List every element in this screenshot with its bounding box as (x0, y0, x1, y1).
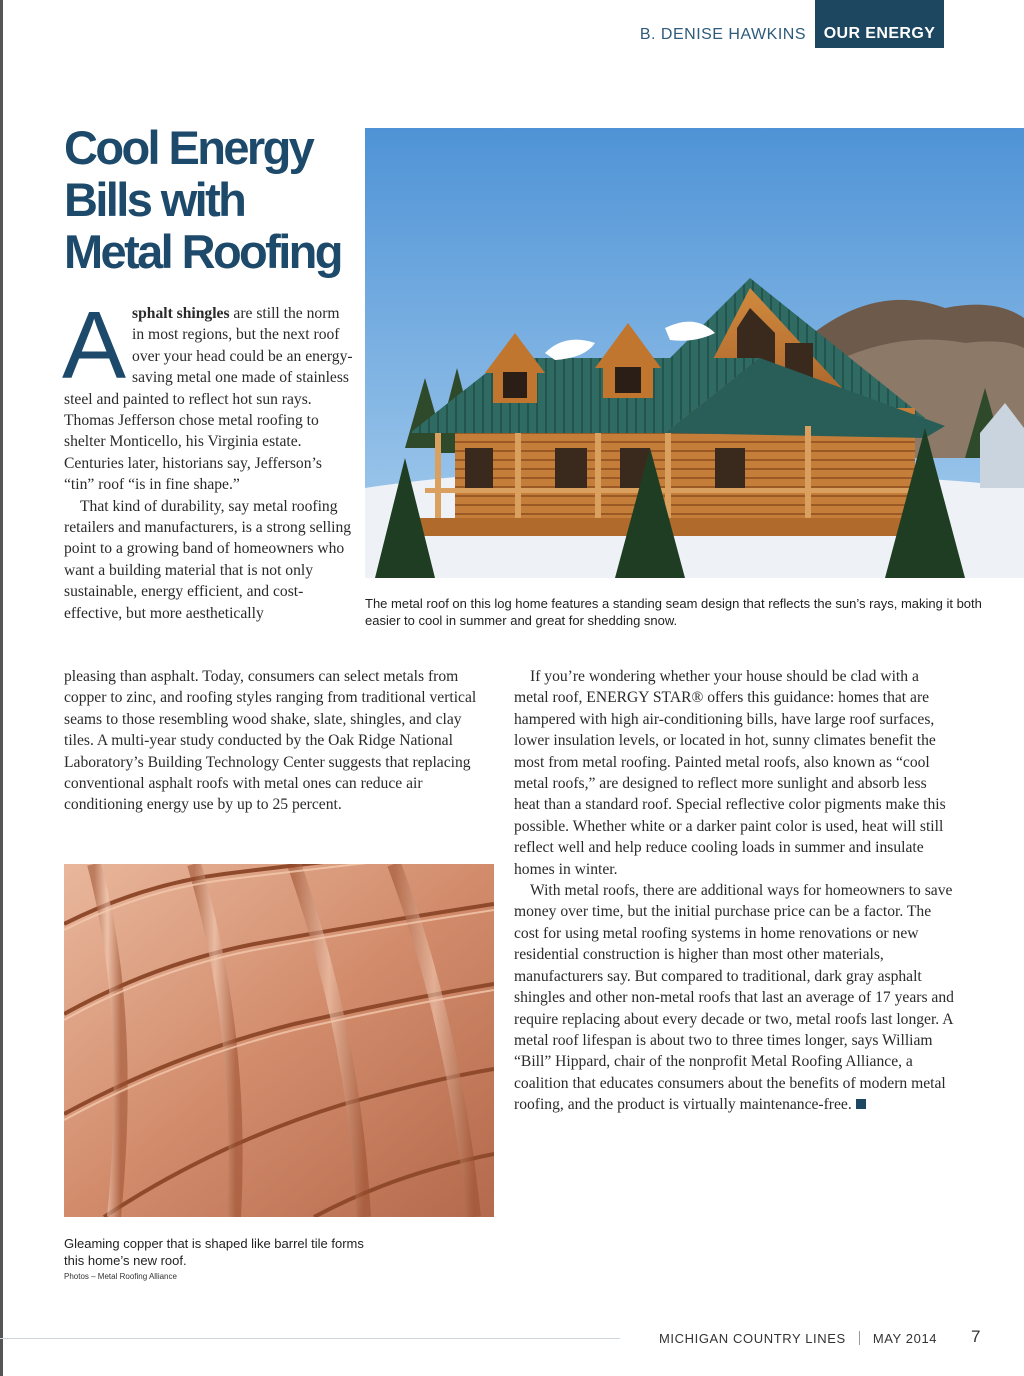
title-line-1: Cool Energy (64, 121, 313, 174)
article-paragraph-3: If you’re wondering whether your house should be clad with a metal roof, ENERGY STAR® offers this guidance: homes that are hampered with high air-conditioning bills, have large roof surfaces, lower insulation levels, or located in hot, sunny climates benefit the most from metal roofing. Painted metal roofs, also known as “cool metal roofs,” are designed to reflect more sunlight and absorb less heat than a standard roof. Special reflective color pigments make this possible. Whether white or a darker paint color is used, heat will still reflect well and help reduce cooling loads in summer and insulate homes in winter. (514, 668, 946, 878)
footer-publication: MICHIGAN COUNTRY LINES (659, 1331, 846, 1346)
page-edge-rule (0, 0, 3, 1376)
article-paragraph-4 (514, 880, 954, 1115)
article-column-bottom-left (64, 666, 494, 816)
title-line-3: Metal Roofing (64, 225, 341, 278)
article-paragraph-2b: pleasing than asphalt. Today, consumers can select metals from copper to zinc, and roofing styles ranging from traditional vertical seams to those resembling wood shake, slate, shingles, and clay tiles. A multi-year study conducted by the Oak Ridge National Laboratory’s Building Technology Center suggests that replacing conventional asphalt roofs with metal ones can reduce air conditioning energy use by up to 25 percent. (64, 668, 477, 814)
paragraph-4-text: With metal roofs, there are additional ways for homeowners to save money over time, but the initial purchase price can be a factor. The cost for using metal roofing systems in home renovations or new residential construction is higher than most other materials, manufacturers say. But compared to traditional, dark gray asphalt shingles and other non-metal roofs that last an average of 17 years and require replacing about every decade or two, metal roofs last longer. A metal roof lifespan is about two to three times longer, says William “Bill” Hippard, chair of the nonprofit Metal Roofing Alliance, a coalition that educates consumers about the benefits of modern metal roofing, and the product is virtually maintenance-free. (514, 882, 954, 1114)
log-home-photo (365, 128, 1024, 578)
footer-rule (0, 1338, 620, 1339)
lead-in-bold: sphalt shingles (132, 305, 230, 322)
article-column-top-left (62, 292, 354, 624)
section-tag: OUR ENERGY (815, 0, 944, 48)
log-home-caption: The metal roof on this log home features a standing seam design that reflects the sun’s rays, making it both easier to cool in summer and great for shedding snow. (365, 596, 982, 628)
author-byline: B. DENISE HAWKINS (639, 26, 806, 43)
copper-roof-caption: Gleaming copper that is shaped like barrel tile forms this home’s new roof. (64, 1236, 364, 1268)
photo-credit: Photos – Metal Roofing Alliance (64, 1272, 177, 1281)
page-number: 7 (971, 1327, 981, 1346)
article-paragraph-1 (62, 292, 354, 496)
end-of-article-square-icon (856, 1099, 866, 1109)
paragraph-1-text: are still the norm in most regions, but the next roof over your head could be an energy-saving metal one made of stainless steel and painted to reflect hot sun rays. Thomas Jefferson chose metal roofing to shelter Monticello, his Virginia estate. Centuries later, historians say, Jefferson’s “tin” roof “is in fine shape.” (64, 305, 353, 494)
drop-cap: A (62, 292, 127, 399)
title-line-2: Bills with (64, 173, 245, 226)
footer-separator (859, 1331, 860, 1345)
footer-issue: MAY 2014 (872, 1331, 938, 1346)
article-paragraph-2a: That kind of durability, say metal roofing retailers and manufacturers, is a strong selling point to a growing band of homeowners who want a building material that is not only sustainable, energy efficient, and cost-effective, but more aesthetically (64, 497, 352, 622)
footer-publication-line (659, 1331, 937, 1346)
article-column-right (514, 666, 954, 1116)
article-title (64, 122, 364, 278)
copper-roof-photo (64, 864, 494, 1217)
